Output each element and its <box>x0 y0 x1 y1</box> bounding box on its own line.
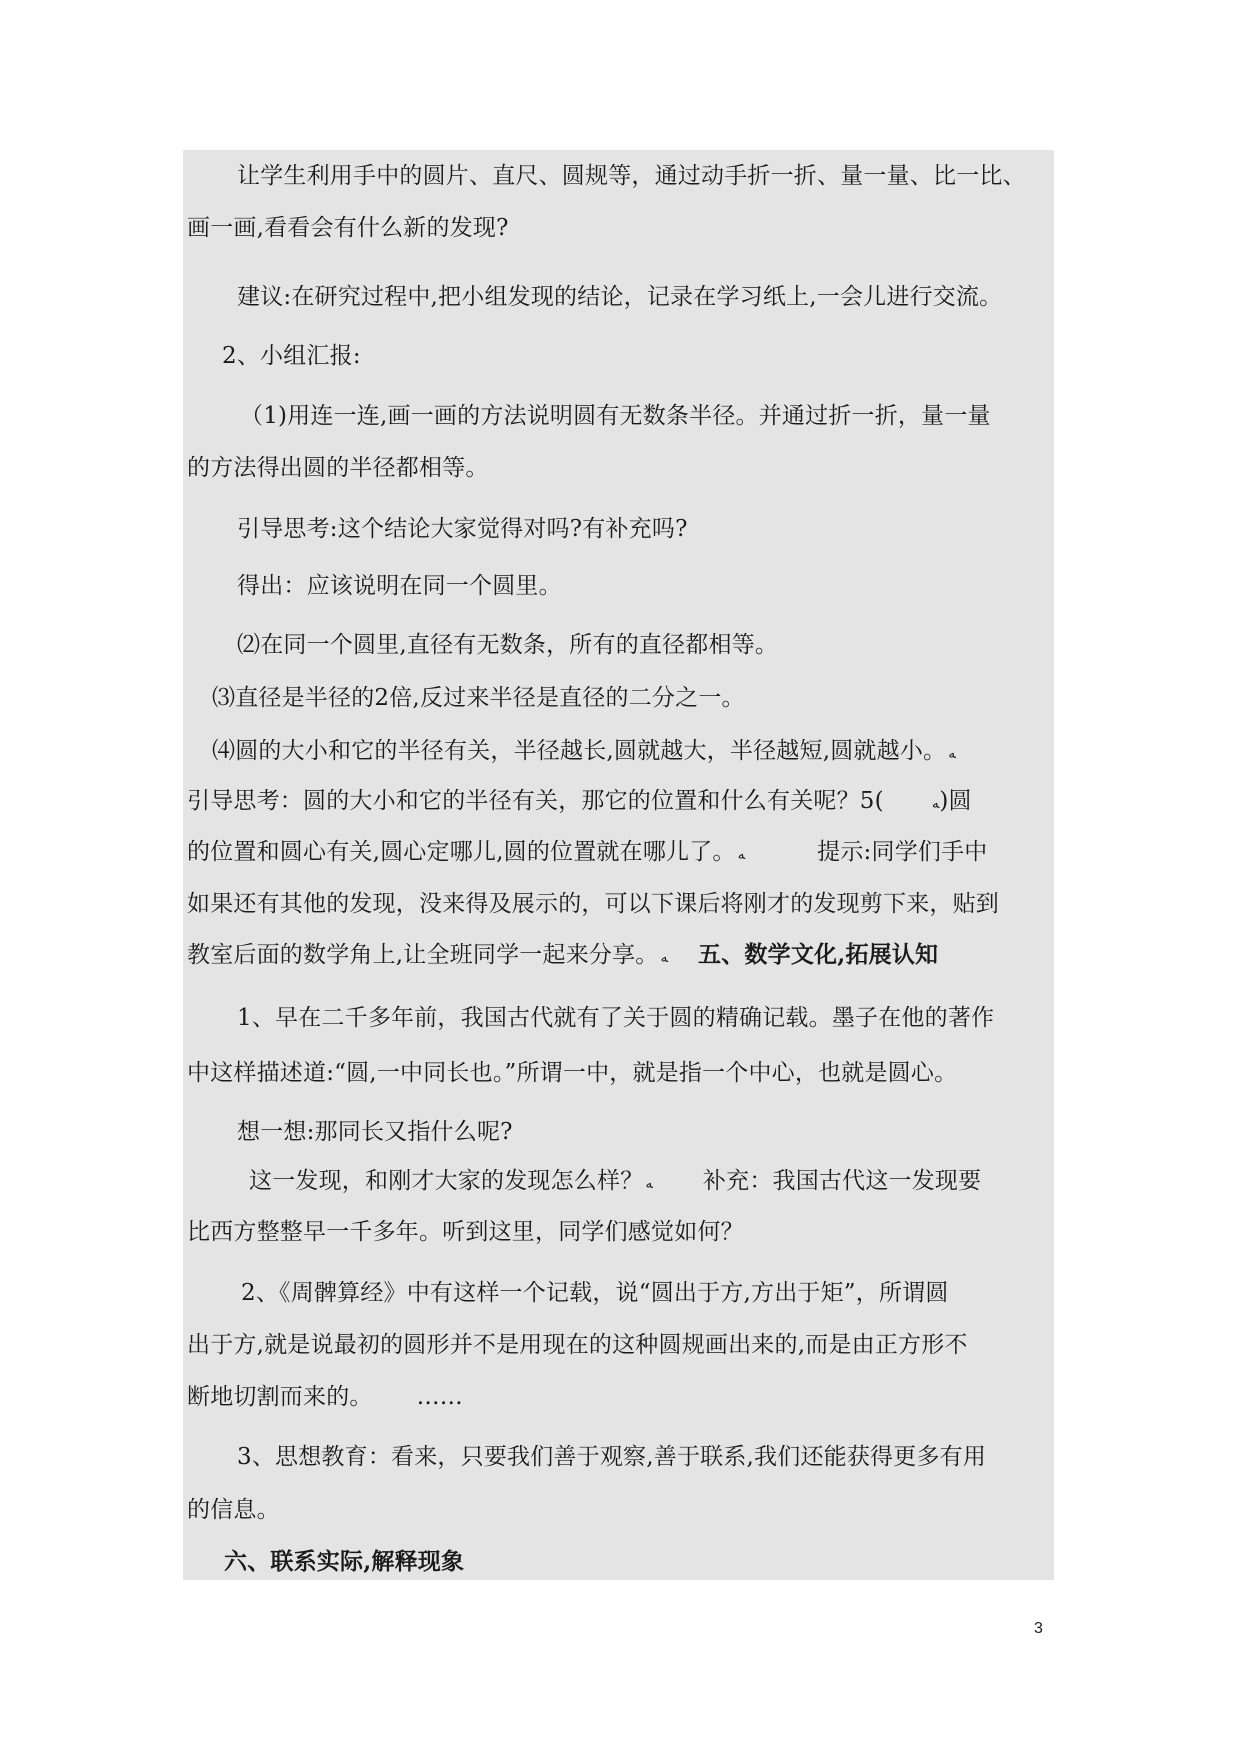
paragraph-line <box>187 785 972 820</box>
return-mark: ﻪ <box>737 847 746 863</box>
return-mark: ﻪ <box>645 1176 653 1192</box>
paragraph-line: 出于方,就是说最初的圆形并不是用现在的这种圆规画出来的,而是由正方形不 <box>187 1332 968 1358</box>
line-text: 提示:同学们手中 <box>817 839 988 865</box>
paragraph-line: 得出：应该说明在同一个圆里。 <box>237 573 562 599</box>
paragraph-line: （1)用连一连,画一画的方法说明圆有无数条半径。并通过折一折，量一量 <box>240 403 991 429</box>
paragraph-line: ⑶直径是半径的2倍,反过来半径是直径的二分之一。 <box>212 685 745 711</box>
page-number: 3 <box>1034 1620 1043 1637</box>
line-text: 这一发现，和刚才大家的发现怎么样？ <box>249 1168 644 1194</box>
paragraph-line: 的方法得出圆的半径都相等。 <box>187 455 489 481</box>
line-text: ⑷圆的大小和它的半径有关，半径越长,圆就越大，半径越短,圆就越小。 <box>212 738 947 764</box>
paragraph-line <box>187 836 988 871</box>
return-mark: ﻪ <box>660 950 669 966</box>
section-heading: 六、联系实际,解释现象 <box>224 1548 465 1575</box>
paragraph-line: 中这样描述道:“圆,一中同长也。”所谓一中，就是指一个中心，也就是圆心。 <box>187 1060 958 1086</box>
line-text: 引导思考：圆的大小和它的半径有关，那它的位置和什么有关呢？5( <box>187 788 884 814</box>
paragraph-line: 想一想:那同长又指什么呢? <box>237 1119 513 1145</box>
paragraph-line: ⑵在同一个圆里,直径有无数条，所有的直径都相等。 <box>237 632 779 658</box>
paragraph-line: 1、早在二千多年前，我国古代就有了关于圆的精确记载。墨子在他的著作 <box>237 1005 995 1031</box>
paragraph-line: 3、思想教育：看来，只要我们善于观察,善于联系,我们还能获得更多有用 <box>237 1444 987 1470</box>
line-text: 教室后面的数学角上,让全班同学一起来分享。 <box>187 942 659 968</box>
line-text: )圆 <box>939 788 972 814</box>
paragraph-line: 的信息。 <box>187 1497 280 1523</box>
ellipsis: …… <box>416 1384 464 1410</box>
paragraph-line: 画一画,看看会有什么新的发现? <box>187 215 509 241</box>
paragraph-line <box>187 1381 463 1413</box>
return-mark: ﻪ <box>931 796 940 812</box>
paragraph-line <box>249 1165 981 1200</box>
paragraph-line: 让学生利用手中的圆片、直尺、圆规等，通过动手折一折、量一量、比一比、 <box>237 163 1026 189</box>
section-heading: 五、数学文化,拓展认知 <box>698 941 939 968</box>
paragraph-line <box>187 939 938 974</box>
paragraph-line: 引导思考:这个结论大家觉得对吗?有补充吗? <box>237 516 688 542</box>
paragraph-line: 比西方整整早一千多年。听到这里，同学们感觉如何？ <box>187 1219 744 1245</box>
return-mark: ﻪ <box>948 746 956 762</box>
paragraph-line: 2、《周髀算经》中有这样一个记载，说“圆出于方,方出于矩”，所谓圆 <box>241 1280 949 1306</box>
paragraph-line: 如果还有其他的发现，没来得及展示的，可以下课后将刚才的发现剪下来，贴到 <box>187 891 999 917</box>
paragraph-line: 建议:在研究过程中,把小组发现的结论，记录在学习纸上,一会儿进行交流。 <box>237 284 1003 310</box>
line-text: 补充：我国古代这一发现要 <box>702 1168 982 1194</box>
list-heading: 2、小组汇报: <box>222 343 361 369</box>
paragraph-line <box>212 735 956 770</box>
line-text: 断地切割而来的。 <box>187 1384 373 1410</box>
line-text: 的位置和圆心有关,圆心定哪儿,圆的位置就在哪儿了。 <box>187 839 736 865</box>
